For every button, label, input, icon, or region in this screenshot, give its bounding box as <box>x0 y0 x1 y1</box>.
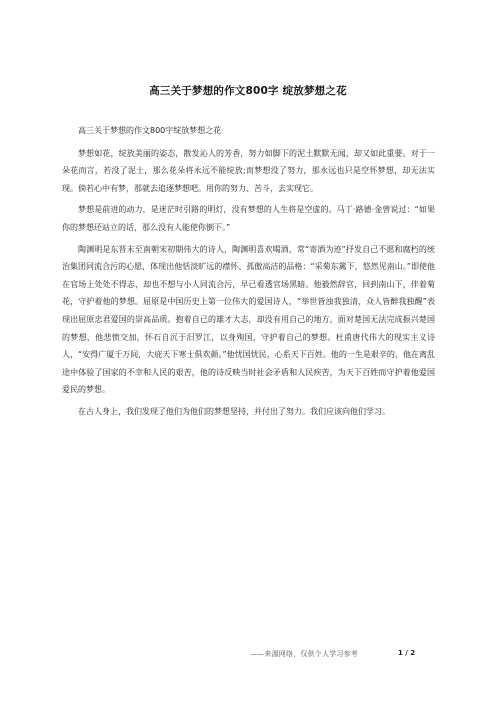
document-subtitle: 高三关于梦想的作文800字绽放梦想之花 <box>78 126 222 135</box>
paragraph-4: 在古人身上，我们发现了他们为他们的梦想坚持，并付出了努力。我们应该向他们学习。 <box>78 406 390 416</box>
document-title: 高三关于梦想的作文800字 绽放梦想之花 <box>149 85 347 97</box>
paragraph-3: 陶渊明是东晋末至南朝宋初期伟大的诗人，陶渊明喜欢喝酒，常“寄酒为迹”抒发自己不愿和腐朽的统治集团同流合污的心愿，体现出他恬淡旷远的襟怀、孤傲高洁的品格：“采菊东篱下，悠然见南山。”即使他在官场上处处不得志，却也不想与小人同流合污，早已看透官场黑暗。他毅然辞官，回到南山下，伴着菊花，守护着他的梦想。屈原是中国历史上第一位伟大的爱国诗人，“举世皆浊我独清，众人皆醉我独醒”表现出屈原忠君爱国的崇高品质。抱着自己的雄才大志，却没有用自己的地方，面对楚国无法完成振兴楚国的梦想，他悲愤交加，怀石自沉于汨罗江，以身殉国，守护着自己的梦想。杜甫唐代伟大的现实主义诗人，“安得广厦千万间，大庇天下寒士俱欢颜。”他忧国忧民，心系天下百姓。他的一生是艰辛的，他在离乱途中体验了国家的不幸和人民的艰苦，他的诗反映当时社会矛盾和人民疾苦，为天下百姓而守护着他爱国爱民的梦想。 <box>62 244 435 395</box>
paragraph-1: 梦想如花，绽放美丽的姿态，散发沁人的芳香，努力如脚下的泥土默默无闻，却又如此重要。对于一朵花而言，若没了泥土，那么花朵将永远不能绽放;而梦想没了努力，那永远也只是空怀梦想，却无法实现。倘若心中有梦，那就去追逐梦想吧。用你的努力、苦斗，去实现它。 <box>62 148 435 193</box>
page-number: 1 / 2 <box>398 649 416 657</box>
document-body <box>62 122 435 425</box>
footer-source-note: ——来源网络，仅供个人学习参考 <box>250 650 358 658</box>
paragraph-2: 梦想是前进的动力，是迷茫时引路的明灯，没有梦想的人生将是空虚的。马丁·路德·金曾说过：“如果你的梦想还站立的话，那么没有人能使你倒下。” <box>62 205 435 232</box>
